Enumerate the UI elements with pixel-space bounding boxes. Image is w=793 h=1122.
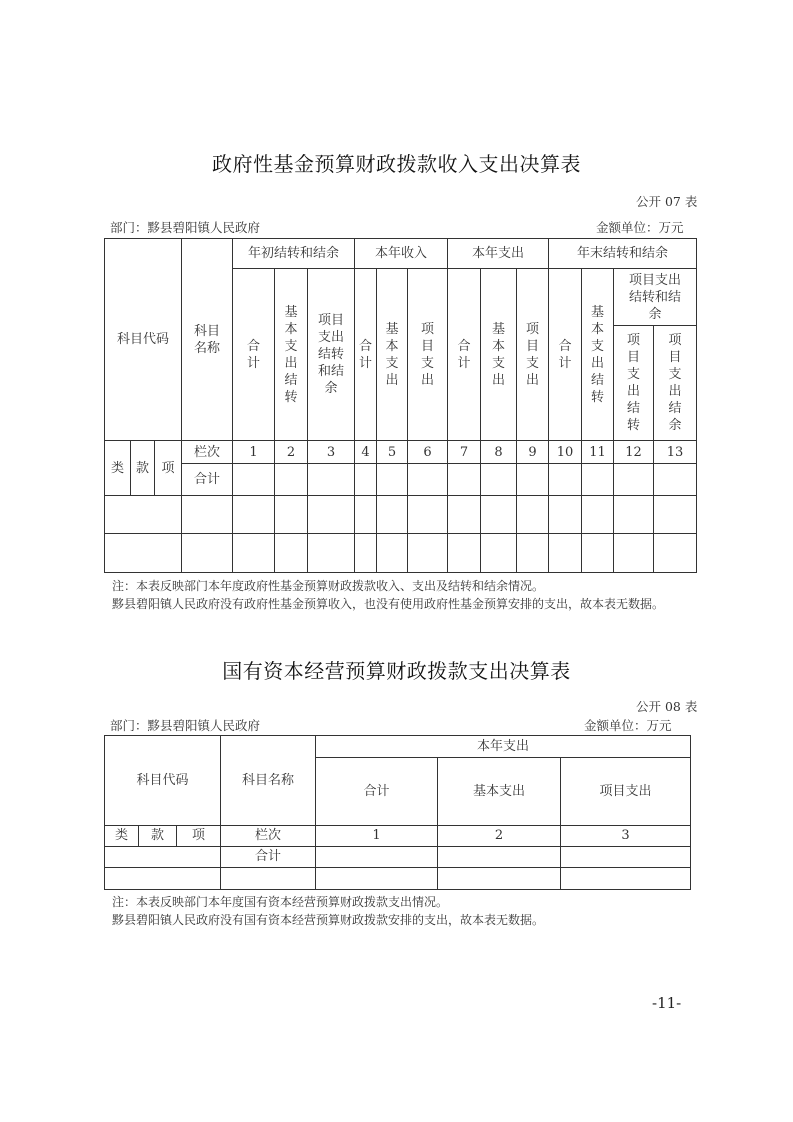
table08-note-2: 黟县碧阳镇人民政府没有国有资本经营预算财政拨款安排的支出，故本表无数据。 [112,913,545,927]
header-group-expense: 本年支出 [448,239,549,269]
total-label: 合计 [221,847,316,868]
cell [448,464,481,496]
cell [549,464,582,496]
col-number: 6 [408,441,448,464]
col-number: 8 [481,441,517,464]
cell [221,868,316,890]
code-part-kuan: 款 [139,826,177,847]
code-part-lei: 类 [105,826,139,847]
cell [438,868,561,890]
page-number: -11- [652,994,682,1012]
header-col-2: 基本支出结转 [275,269,308,441]
header-subject-code: 科目代码 [105,239,182,441]
table08-number: 公开 08 表 [636,699,698,714]
cell [275,496,308,534]
table07-note-1: 注：本表反映部门本年度政府性基金预算财政拨款收入、支出及结转和结余情况。 [112,579,545,593]
cell [275,464,308,496]
table08-note-1: 注：本表反映部门本年度国有资本经营预算财政拨款支出情况。 [112,895,449,909]
cell [308,464,355,496]
table08-unit: 金额单位：万元 [584,718,672,733]
row-index-label: 栏次 [182,441,233,464]
col-number: 11 [582,441,614,464]
col-number: 10 [549,441,582,464]
cell [182,534,233,573]
cell [355,534,377,573]
cell [614,496,654,534]
header-group-opening: 年初结转和结余 [233,239,355,269]
header-col-9: 项目支出 [517,269,549,441]
header-group-income: 本年收入 [355,239,448,269]
cell [408,534,448,573]
table-row [105,496,697,534]
header-sub-project-carry: 项目支出结转和结余 [614,269,697,326]
table08-grid [104,735,691,890]
header-col-6: 项目支出 [408,269,448,441]
header-col-13: 项目支出结余 [654,326,697,441]
cell [582,464,614,496]
cell [105,496,182,534]
table07-number: 公开 07 表 [636,194,698,209]
cell [481,534,517,573]
header-col-5: 基本支出 [377,269,408,441]
table07-grid [104,238,697,573]
header-col-1: 合计 [316,758,438,826]
col-number: 9 [517,441,549,464]
col-number: 13 [654,441,697,464]
cell [308,534,355,573]
cell [517,534,549,573]
row-index-label: 栏次 [221,826,316,847]
header-col-11: 基本支出结转 [582,269,614,441]
total-row [105,464,697,496]
code-part-kuan: 款 [131,441,155,496]
cell [105,847,221,868]
cell [316,868,438,890]
cell [561,847,691,868]
cell [654,496,697,534]
col-number: 4 [355,441,377,464]
cell [233,534,275,573]
total-row [105,847,691,868]
cell [233,496,275,534]
col-number: 12 [614,441,654,464]
cell [517,464,549,496]
cell [105,534,182,573]
table-row [105,868,691,890]
header-group-closing: 年末结转和结余 [549,239,697,269]
header-col-4: 合计 [355,269,377,441]
table07-department: 部门：黟县碧阳镇人民政府 [110,220,261,235]
cell [549,496,582,534]
code-part-xiang: 项 [155,441,182,496]
header-col-10: 合计 [549,269,582,441]
header-col-1: 合计 [233,269,275,441]
cell [582,496,614,534]
cell [481,464,517,496]
cell [308,496,355,534]
cell [561,868,691,890]
col-number: 7 [448,441,481,464]
table07-note-2: 黟县碧阳镇人民政府没有政府性基金预算收入，也没有使用政府性基金预算安排的支出，故本表无数据。 [112,597,665,611]
header-subject-code: 科目代码 [105,736,221,826]
cell [182,496,233,534]
header-subject-name: 科目名称 [182,239,233,441]
col-number: 1 [233,441,275,464]
col-number: 1 [316,826,438,847]
table07-title: 政府性基金预算财政拨款收入支出决算表 [212,152,581,176]
cell [355,496,377,534]
col-number: 3 [561,826,691,847]
cell [654,534,697,573]
code-part-lei: 类 [105,441,131,496]
code-part-xiang: 项 [177,826,221,847]
header-col-7: 合计 [448,269,481,441]
table08-title: 国有资本经营预算财政拨款支出决算表 [222,659,571,683]
cell [377,464,408,496]
header-group-expense: 本年支出 [316,736,691,758]
cell [355,464,377,496]
cell [438,847,561,868]
table08-department: 部门：黟县碧阳镇人民政府 [110,718,261,733]
cell [654,464,697,496]
cell [517,496,549,534]
cell [233,464,275,496]
cell [105,868,221,890]
cell [448,534,481,573]
header-col-8: 基本支出 [481,269,517,441]
cell [448,496,481,534]
cell [377,534,408,573]
header-subject-name: 科目名称 [221,736,316,826]
header-col-3: 项目支出结转和结余 [308,269,355,441]
table-row [105,534,697,573]
cell [549,534,582,573]
cell [408,496,448,534]
header-col-2: 基本支出 [438,758,561,826]
header-col-12: 项目支出结转 [614,326,654,441]
total-label: 合计 [182,464,233,496]
cell [275,534,308,573]
cell [582,534,614,573]
cell [614,534,654,573]
header-col-3: 项目支出 [561,758,691,826]
cell [614,464,654,496]
cell [408,464,448,496]
col-number: 2 [275,441,308,464]
col-number: 3 [308,441,355,464]
table07-unit: 金额单位：万元 [596,220,684,235]
col-number: 2 [438,826,561,847]
col-number: 5 [377,441,408,464]
cell [377,496,408,534]
cell [316,847,438,868]
cell [481,496,517,534]
